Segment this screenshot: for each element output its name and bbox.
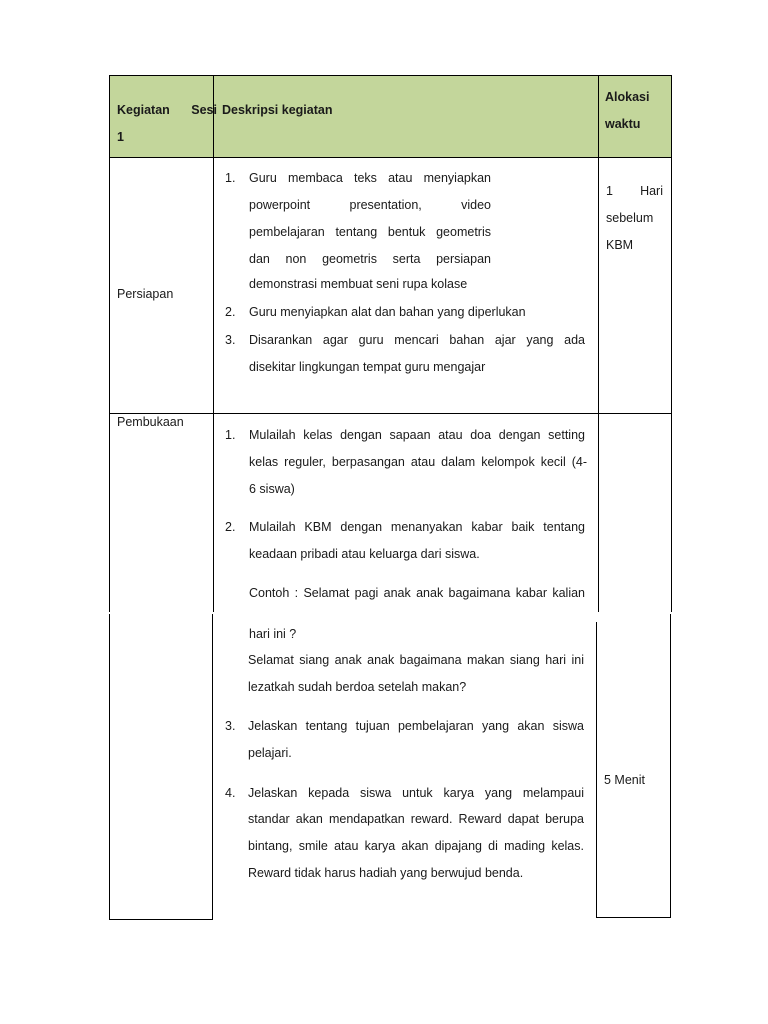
header-waktu: waktu [605, 117, 641, 131]
header-kegiatan-sesi-text: Kegiatan Sesi [117, 103, 217, 117]
persiapan-item-3-number: 3. [225, 333, 236, 347]
pembukaan-item-2-number: 2. [225, 520, 236, 534]
pembukaan-item-1-line-3: 6 siswa) [249, 482, 295, 496]
table-border-col2-cont [596, 622, 597, 918]
table-border-top [109, 75, 672, 76]
pembukaan-time: 5 Menit [604, 773, 645, 787]
table-border-bottom-right [596, 917, 671, 918]
persiapan-item-1-line-4: dan non geometris serta persiapan [249, 252, 491, 266]
persiapan-item-1-number: 1. [225, 171, 236, 185]
pembukaan-item-3-line-2: pelajari. [248, 746, 292, 760]
pembukaan-item-4-line-2: standar akan mendapatkan reward. Reward dapat berupa [248, 812, 584, 826]
persiapan-item-1-line-1: Guru membaca teks atau menyiapkan [249, 171, 491, 185]
table-border-right [671, 75, 672, 612]
pembukaan-contoh2-line-2: lezatkah sudah berdoa setelah makan? [248, 680, 467, 694]
table-border-bottom-left [109, 919, 213, 920]
persiapan-item-3-line-2: disekitar lingkungan tempat guru mengajar [249, 360, 486, 374]
table-border-col2 [598, 75, 599, 612]
persiapan-item-3-line-1: Disarankan agar guru mencari bahan ajar yang ada [249, 333, 585, 347]
table-border-row-divider [109, 413, 672, 414]
table-border-col1-cont [212, 614, 213, 920]
header-kegiatan-sesi-num: 1 [117, 130, 124, 144]
header-kegiatan-sesi [117, 97, 217, 124]
pembukaan-item-4-line-1: Jelaskan kepada siswa untuk karya yang melampaui [248, 786, 584, 800]
persiapan-item-2-line-1: Guru menyiapkan alat dan bahan yang diperlukan [249, 305, 526, 319]
header-alokasi: Alokasi [605, 90, 650, 104]
pembukaan-contoh-line: Contoh : Selamat pagi anak anak bagaimana kabar kalian [249, 586, 585, 600]
pembukaan-contoh-cont: hari ini ? [249, 627, 297, 641]
pembukaan-item-3-line-1: Jelaskan tentang tujuan pembelajaran yang akan siswa [248, 719, 584, 733]
persiapan-item-1-line-2: powerpoint presentation, video [249, 198, 491, 212]
pembukaan-item-1-line-1: Mulailah kelas dengan sapaan atau doa dengan setting [249, 428, 585, 442]
table-border-left-cont [109, 614, 110, 920]
row-label-persiapan: Persiapan [117, 287, 174, 301]
pembukaan-item-3-number: 3. [225, 719, 236, 733]
table-border-header-bottom [109, 157, 672, 158]
persiapan-item-1-line-5: demonstrasi membuat seni rupa kolase [249, 277, 468, 291]
pembukaan-item-1-line-2: kelas reguler, berpasangan atau dalam kelompok kecil (4- [249, 455, 587, 469]
pembukaan-item-4-line-4: Reward tidak harus hadiah yang berwujud benda. [248, 866, 524, 880]
table-border-left [109, 75, 110, 612]
persiapan-time-line-3: KBM [606, 238, 634, 252]
pembukaan-item-2-line-1: Mulailah KBM dengan menanyakan kabar baik tentang [249, 520, 585, 534]
pembukaan-item-4-line-3: bintang, smile atau karya akan dipajang di mading kelas. [248, 839, 584, 853]
pembukaan-item-2-line-2: keadaan pribadi atau keluarga dari siswa. [249, 547, 480, 561]
table-border-col1 [213, 75, 214, 612]
persiapan-item-1-line-3: pembelajaran tentang bentuk geometris [249, 225, 491, 239]
header-deskripsi: Deskripsi kegiatan [222, 103, 333, 117]
persiapan-time-line-1: 1 Hari [606, 184, 663, 198]
persiapan-item-2-number: 2. [225, 305, 236, 319]
persiapan-time-line-2: sebelum [606, 211, 654, 225]
pembukaan-item-1-number: 1. [225, 428, 236, 442]
table-border-right-cont [670, 614, 671, 918]
pembukaan-contoh2-line-1: Selamat siang anak anak bagaimana makan siang hari ini [248, 653, 584, 667]
pembukaan-item-4-number: 4. [225, 786, 236, 800]
row-label-pembukaan: Pembukaan [117, 415, 184, 429]
